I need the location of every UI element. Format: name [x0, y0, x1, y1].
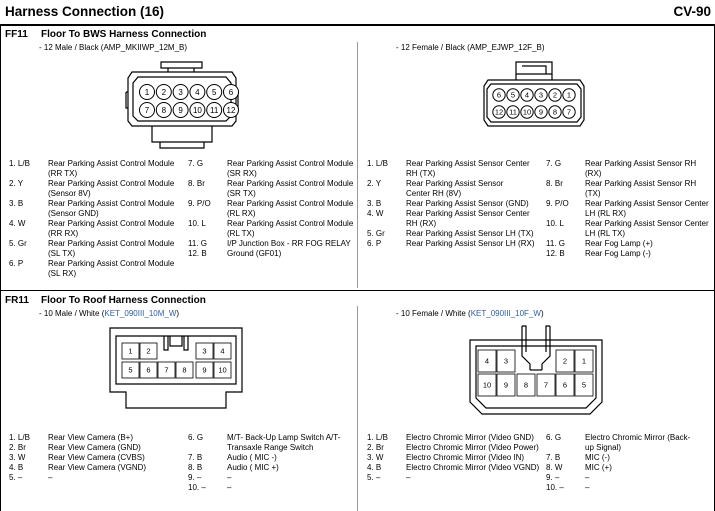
pin-number: 7 — [543, 380, 549, 390]
connector-label: - 10 Female / White (KET_090III_10F_W) — [396, 309, 544, 318]
section-title: Floor To Roof Harness Connection — [41, 295, 206, 306]
pin-number: 7 — [144, 105, 150, 115]
pin-number: 4 — [524, 90, 530, 100]
pin-number: 6 — [562, 380, 568, 390]
pin-number: 5 — [510, 90, 516, 100]
pin-number: 3 — [538, 90, 544, 100]
connector-label: - 10 Male / White (KET_090III_10M_W) — [39, 309, 180, 318]
pin-number: 4 — [484, 356, 490, 366]
pin-number: 3 — [202, 346, 207, 356]
pin-number: 1 — [144, 87, 150, 97]
connector-label: - 12 Female / Black (AMP_EJWP_12F_B) — [396, 43, 545, 52]
pin-number: 2 — [146, 346, 151, 356]
connector-12m-diagram — [124, 58, 240, 154]
section-title: Floor To BWS Harness Connection — [41, 29, 207, 40]
pin-number: 8 — [182, 365, 187, 375]
pin-number: 7 — [164, 365, 169, 375]
connector-10m-diagram — [106, 324, 246, 416]
pin-number: 11 — [210, 105, 219, 115]
section-divider — [0, 290, 715, 291]
pin-number: 9 — [202, 365, 207, 375]
pin-number: 5 — [128, 365, 133, 375]
pin-number: 1 — [566, 90, 572, 100]
pin-number: 8 — [161, 105, 167, 115]
pin-number: 9 — [538, 107, 544, 117]
pin-number: 12 — [494, 107, 504, 117]
pin-number: 3 — [178, 87, 183, 97]
pin-number: 2 — [161, 87, 167, 97]
pin-number: 4 — [195, 87, 200, 97]
pin-number: 6 — [496, 90, 502, 100]
page-number: CV-90 — [673, 4, 711, 19]
page-title: Harness Connection (16) — [5, 4, 165, 19]
pin-number: 1 — [128, 346, 133, 356]
page-header — [0, 0, 715, 26]
pin-number: 5 — [581, 380, 587, 390]
connector-10f-diagram — [466, 322, 606, 418]
pin-number: 12 — [226, 105, 236, 115]
connector-label: - 12 Male / Black (AMP_MKIIWP_12M_B) — [39, 43, 188, 52]
pin-number: 9 — [178, 105, 183, 115]
pin-number: 6 — [228, 87, 234, 97]
pin-number: 8 — [552, 107, 558, 117]
pin-number: 5 — [211, 87, 217, 97]
pin-number: 10 — [218, 365, 227, 375]
pin-number: 9 — [503, 380, 509, 390]
pin-number: 11 — [509, 107, 517, 117]
pin-number: 8 — [523, 380, 529, 390]
pin-grid — [140, 85, 239, 118]
pin-number: 6 — [146, 365, 151, 375]
section-code: FR11 — [5, 295, 29, 306]
pin-number: 10 — [482, 380, 492, 390]
pin-number: 10 — [522, 107, 532, 117]
section-code: FF11 — [5, 29, 28, 40]
pin-number: 10 — [192, 105, 202, 115]
pin-number: 2 — [562, 356, 568, 366]
pin-number: 4 — [220, 346, 225, 356]
pin-number: 7 — [566, 107, 572, 117]
column-divider — [357, 306, 358, 511]
pin-number: 2 — [552, 90, 558, 100]
pin-number: 1 — [581, 356, 587, 366]
connector-12f-diagram — [482, 58, 586, 130]
pin-number: 3 — [503, 356, 509, 366]
